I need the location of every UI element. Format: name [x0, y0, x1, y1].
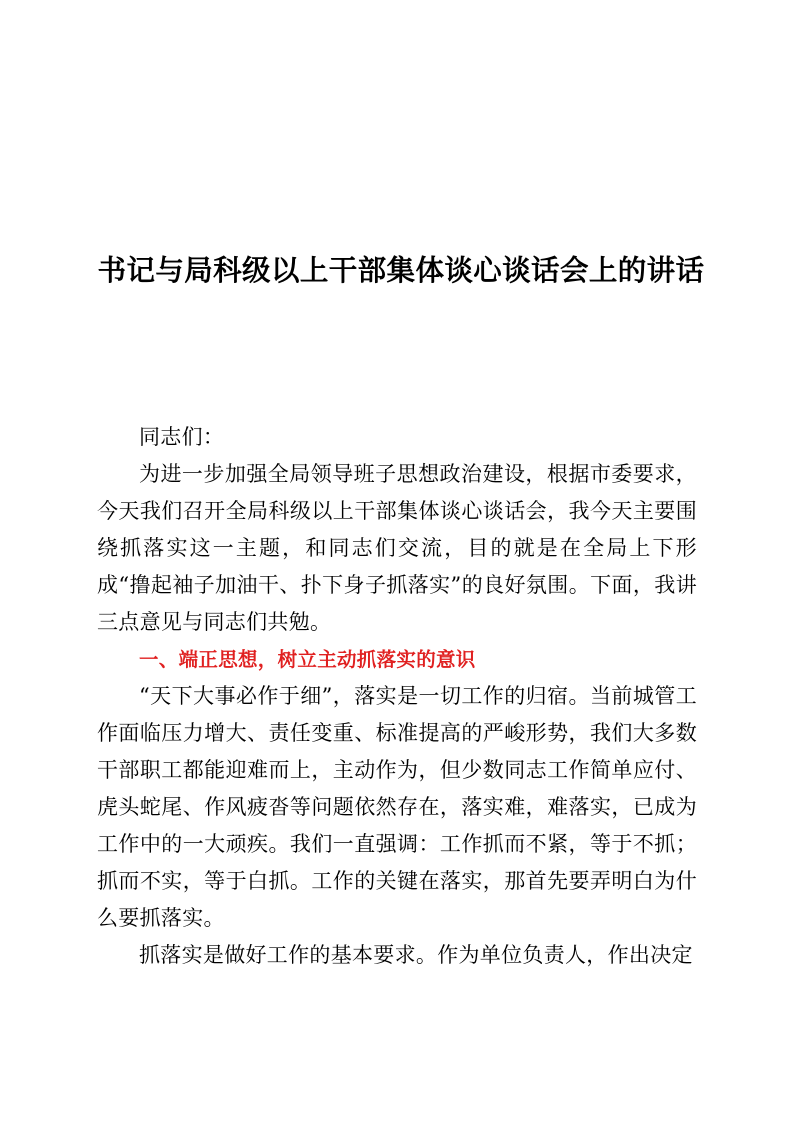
section-heading: 一、端正思想，树立主动抓落实的意识 [139, 648, 476, 671]
document-title: 书记与局科级以上干部集体谈心谈话会上的讲话 [97, 254, 705, 287]
document-body [97, 419, 697, 974]
salutation: 同志们： [139, 425, 225, 449]
intro-paragraph: 为进一步加强全局领导班子思想政治建设，根据市委要求，今天我们召开全局科级以上干部集体谈心谈话会，我今天主要围绕抓落实这一主题，和同志们交流，目的就是在全局上下形成“撸起袖子加油干、扑下身子抓落实”的良好氛围。下面，我讲三点意见与同志们共勉。 [97, 462, 697, 634]
section-paragraph: “天下大事必作于细”，落实是一切工作的归宿。当前城管工作面临压力增大、责任变重、标准提高的严峻形势，我们大多数干部职工都能迎难而上，主动作为，但少数同志工作简单应付、虎头蛇尾、作风疲沓等问题依然存在，落实难，难落实，已成为工作中的一大顽疾。我们一直强调：工作抓而不紧，等于不抓；抓而不实，等于白抓。工作的关键在落实，那首先要弄明白为什么要抓落实。 [97, 684, 697, 930]
section-paragraph: 抓落实是做好工作的基本要求。作为单位负责人，作出决定 [139, 943, 693, 967]
